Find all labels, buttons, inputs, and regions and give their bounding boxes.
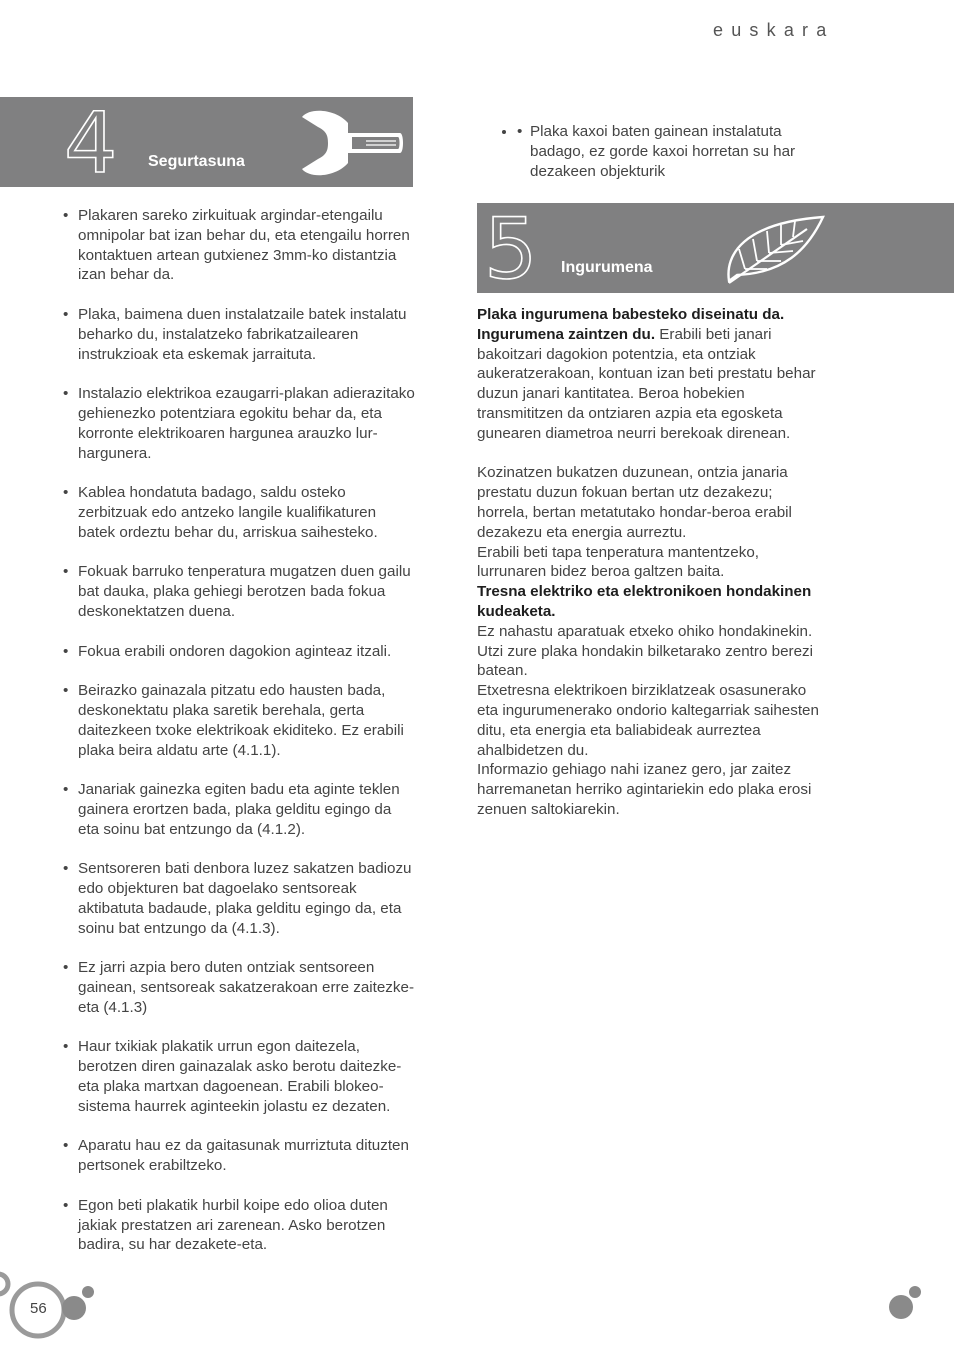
list-item: • Instalazio elektrikoa ezaugarri-plakan adierazitako gehienezko potentziara egokitu behar da, eta korronte elektrikoaren hargunea arauzko lur-hargunera. xyxy=(63,384,415,463)
list-item: • Egon beti plakatik hurbil koipe edo olioa duten jakiak prestatzen ari zarenean. Asko berotzen badira, su har dezakete-eta. xyxy=(63,1196,415,1255)
wrench-icon xyxy=(296,107,406,177)
paragraph: Plaka ingurumena babesteko diseinatu da. Ingurumena zaintzen du. Erabili beti janari bakoitzari dagokion potentzia, eta ontziak aukeratzerakoan, kontuan izan beti prestatu behar duzun janari kantitatea. Beroa hobekien transmititzen da ontziaren azpia eta egosketa gunearen diametroa neurri berekoak direnean. xyxy=(477,306,816,442)
language-label: euskara xyxy=(713,20,835,40)
paragraph: Ez nahastu aparatuak etxeko ohiko hondakinekin. Utzi zure plaka hondakin bilketarako zentro berezi batean. xyxy=(477,622,813,680)
paragraph: Erabili beti tapa tenperatura mantentzeko, lurrunaren bidez beroa galtzen baita. xyxy=(477,543,759,581)
list-item: • Beirazko gainazala pitzatu edo hausten bada, deskonektatu plaka saretik berehala, gerta daitezkeen txoke elektrikoak ekiditeko. Ez erabili plaka beira aldatu arte (4.1.1). xyxy=(63,681,415,760)
section-5-number: 5 xyxy=(484,203,538,293)
list-item: • Fokuak barruko tenperatura mugatzen duen gailu bat dauka, plaka gehiegi berotzen bada fokua deskonektatzen duena. xyxy=(63,562,415,621)
list-item: • • Plaka kaxoi baten gainean instalatuta badago, ez gorde kaxoi horretan su har dezakeen objekturik xyxy=(517,122,827,181)
page-number: 56 xyxy=(30,1300,47,1317)
list-item: • Kablea hondatuta badago, saldu osteko zerbitzuak edo antzeko langile kualifikaturen batek ordeztu behar du, arriskua saihesteko. xyxy=(63,483,415,542)
list-item: • Ez jarri azpia bero duten ontziak sentsoreen gainean, sentsoreak sakatzerakoan erre zaitezke-eta (4.1.3) xyxy=(63,958,415,1017)
section-5-banner xyxy=(477,203,954,293)
section-4-number: 4 xyxy=(64,97,118,187)
paragraph: Informazio gehiago nahi izanez gero, jar zaitez harremanetan herriko agintariekin edo plaka erosi zenuen saltokiarekin. xyxy=(477,761,812,818)
list-item: • Janariak gainezka egiten badu eta aginte teklen gainera erortzen bada, plaka gelditu egingo da eta soinu bat entzungo da (4.1.2). xyxy=(63,780,415,839)
list-item: • Sentsoreren bati denbora luzez sakatzen badiozu edo objekturen bat dagoelako sentsoreak aktibatuta badaude, plaka gelditu egingo da, eta soinu bat entzungo da (4.1.3). xyxy=(63,859,415,938)
paragraph: Kozinatzen bukatzen duzunean, ontzia janaria prestatu duzun fokuan bertan utz dezakezu; horrela, bertan metatutako hondar-beroa erabil dezakezu eta energia aurreztu. xyxy=(477,464,792,541)
paragraph xyxy=(477,582,827,622)
leaf-icon xyxy=(723,211,827,285)
list-item: • Plaka, baimena duen instalatzaile batek instalatu beharko du, instalatzeko fabrikatzailearen instrukzioak eta eskemak jarraituta. xyxy=(63,305,415,364)
safety-list xyxy=(63,206,415,1275)
bold-text: Plaka ingurumena babesteko diseinatu da. Ingurumena zaintzen du. xyxy=(477,306,785,343)
section-5-title: Ingurumena xyxy=(561,259,653,276)
section-4-banner xyxy=(0,97,413,187)
list-item: • Fokua erabili ondoren dagokion aginteaz itzali. xyxy=(63,642,415,662)
environment-text xyxy=(477,305,827,820)
safety-list-continued xyxy=(477,107,827,197)
section-4-title: Segurtasuna xyxy=(148,153,245,170)
paragraph: Etxetresna elektrikoen birziklatzeak osasunerako eta ingurumenerako ondorio kaltegarriak saihesten ditu, eta energia eta baliabideak aurreztea ahalbidetzen du. xyxy=(477,682,819,759)
list-item: • Aparatu hau ez da gaitasunak murriztuta dituzten pertsonek erabiltzeko. xyxy=(63,1136,415,1176)
bold-heading: Tresna elektriko eta elektronikoen hondakinen kudeaketa. xyxy=(477,583,812,620)
list-item: • Haur txikiak plakatik urrun egon daitezela, berotzen diren gainazalak asko berotu daitezke-eta plaka martxan dagoenean. Erabili blokeo-sistema haurrek aginteekin jolastu ez dezaten. xyxy=(63,1037,415,1116)
list-item: • Plakaren sareko zirkuituak argindar-etengailu omnipolar bat izan behar du, eta etengailu horren kontaktuen artean gutxienez 3mm-ko distantzia izan behar da. xyxy=(63,206,415,285)
footer-circles-decoration xyxy=(0,1262,110,1354)
footer-dots-decoration xyxy=(880,1280,930,1330)
